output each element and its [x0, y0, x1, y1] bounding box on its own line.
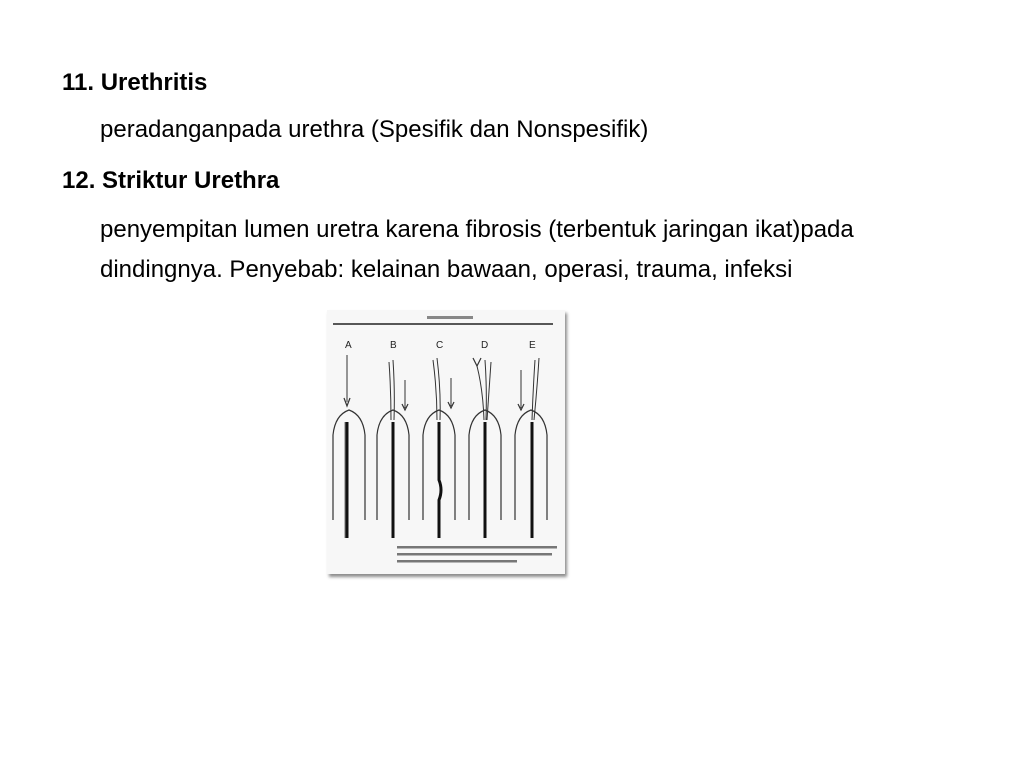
panel-b — [377, 360, 409, 538]
urethra-dilation-figure — [327, 310, 565, 574]
panel-c — [423, 358, 455, 538]
heading-striktur-urethra: 12. Striktur Urethra — [62, 167, 280, 194]
panel-label-e: E — [529, 340, 536, 351]
panel-label-b: B — [390, 340, 397, 351]
panel-label-d: D — [481, 340, 489, 351]
panel-e — [515, 358, 547, 538]
panel-a — [333, 355, 365, 538]
text-urethritis-definition: peradanganpada urethra (Spesifik dan Nonspesifik) — [100, 116, 649, 143]
panel-label-c: C — [436, 340, 444, 351]
figure-caption-scribble — [397, 546, 557, 563]
text-striktur-definition: penyempitan lumen uretra karena fibrosis (terbentuk jaringan ikat)pada dindingnya. Penyebab: kelainan bawaan, operasi, trauma, infeksi — [100, 216, 854, 283]
panel-d — [469, 358, 501, 538]
panel-label-a: A — [345, 340, 352, 351]
urethra-diagram — [327, 310, 565, 574]
figure-title-scribble — [427, 316, 473, 319]
heading-urethritis: 11. Urethritis — [62, 69, 208, 96]
